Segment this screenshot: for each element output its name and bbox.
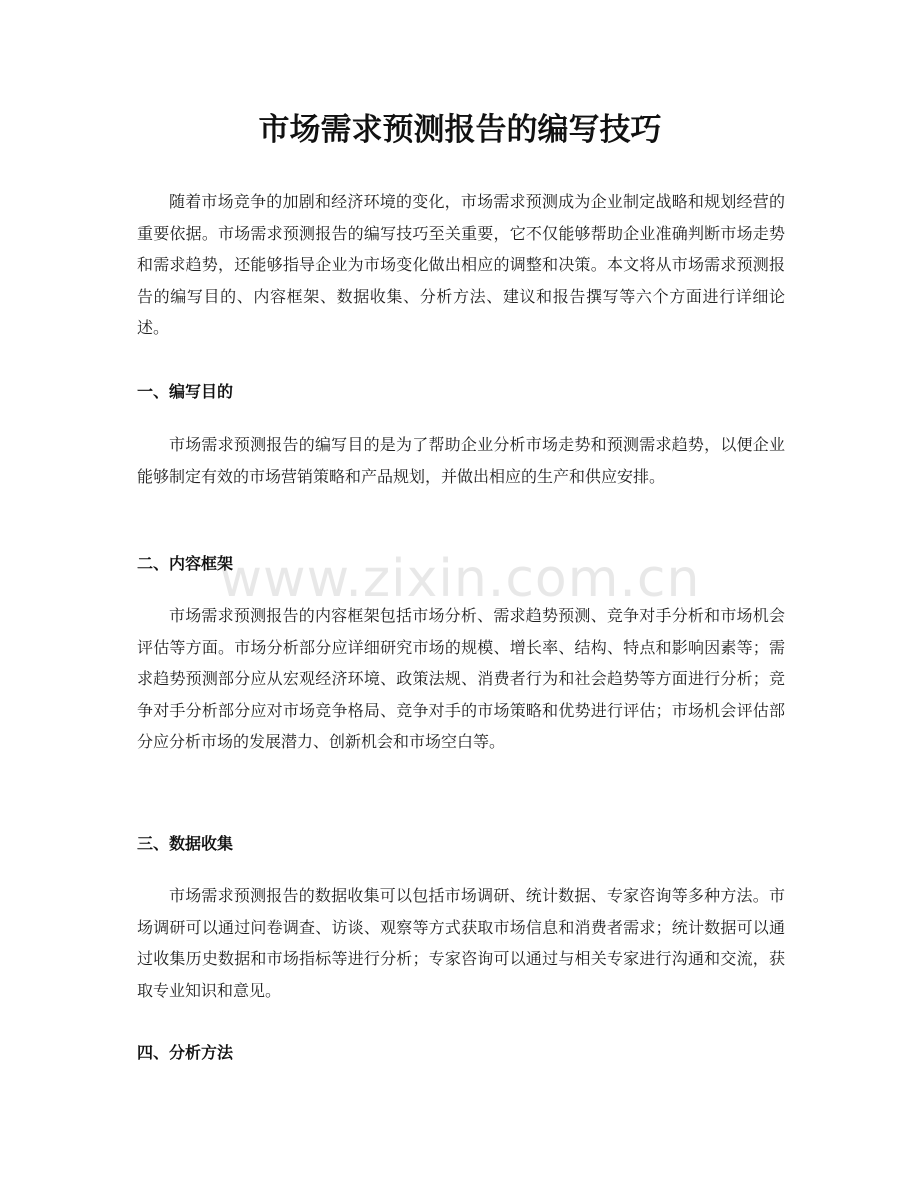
document-title: 市场需求预测报告的编写技巧	[258, 112, 662, 148]
section-body-purpose: 市场需求预测报告的编写目的是为了帮助企业分析市场走势和预测需求趋势，以便企业能够制定有效的市场营销策略和产品规划，并做出相应的生产和供应安排。	[137, 435, 785, 486]
intro-paragraph: 随着市场竞争的加剧和经济环境的变化，市场需求预测成为企业制定战略和规划经营的重要依据。市场需求预测报告的编写技巧至关重要，它不仅能够帮助企业准确判断市场走势和需求趋势，还能够指导企业为市场变化做出相应的调整和决策。本文将从市场需求预测报告的编写目的、内容框架、数据收集、分析方法、建议和报告撰写等六个方面进行详细论述。	[137, 192, 785, 337]
section-body-data-collection: 市场需求预测报告的数据收集可以包括市场调研、统计数据、专家咨询等多种方法。市场调研可以通过问卷调查、访谈、观察等方式获取市场信息和消费者需求；统计数据可以通过收集历史数据和市场指标等进行分析；专家咨询可以通过与相关专家进行沟通和交流，获取专业知识和意见。	[137, 886, 785, 1000]
section-heading-data-collection: 三、数据收集	[137, 834, 234, 853]
watermark: www.zixin.com.cn	[219, 549, 701, 609]
section-heading-analysis-methods: 四、分析方法	[137, 1043, 234, 1062]
section-body-content-framework: 市场需求预测报告的内容框架包括市场分析、需求趋势预测、竞争对手分析和市场机会评估等方面。市场分析部分应详细研究市场的规模、增长率、结构、特点和影响因素等；需求趋势预测部分应从宏观经济环境、政策法规、消费者行为和社会趋势等方面进行分析；竞争对手分析部分应对市场竞争格局、竞争对手的市场策略和优势进行评估；市场机会评估部分应分析市场的发展潜力、创新机会和市场空白等。	[137, 606, 785, 751]
section-heading-purpose: 一、编写目的	[137, 382, 234, 401]
section-heading-content-framework: 二、内容框架	[137, 554, 234, 573]
